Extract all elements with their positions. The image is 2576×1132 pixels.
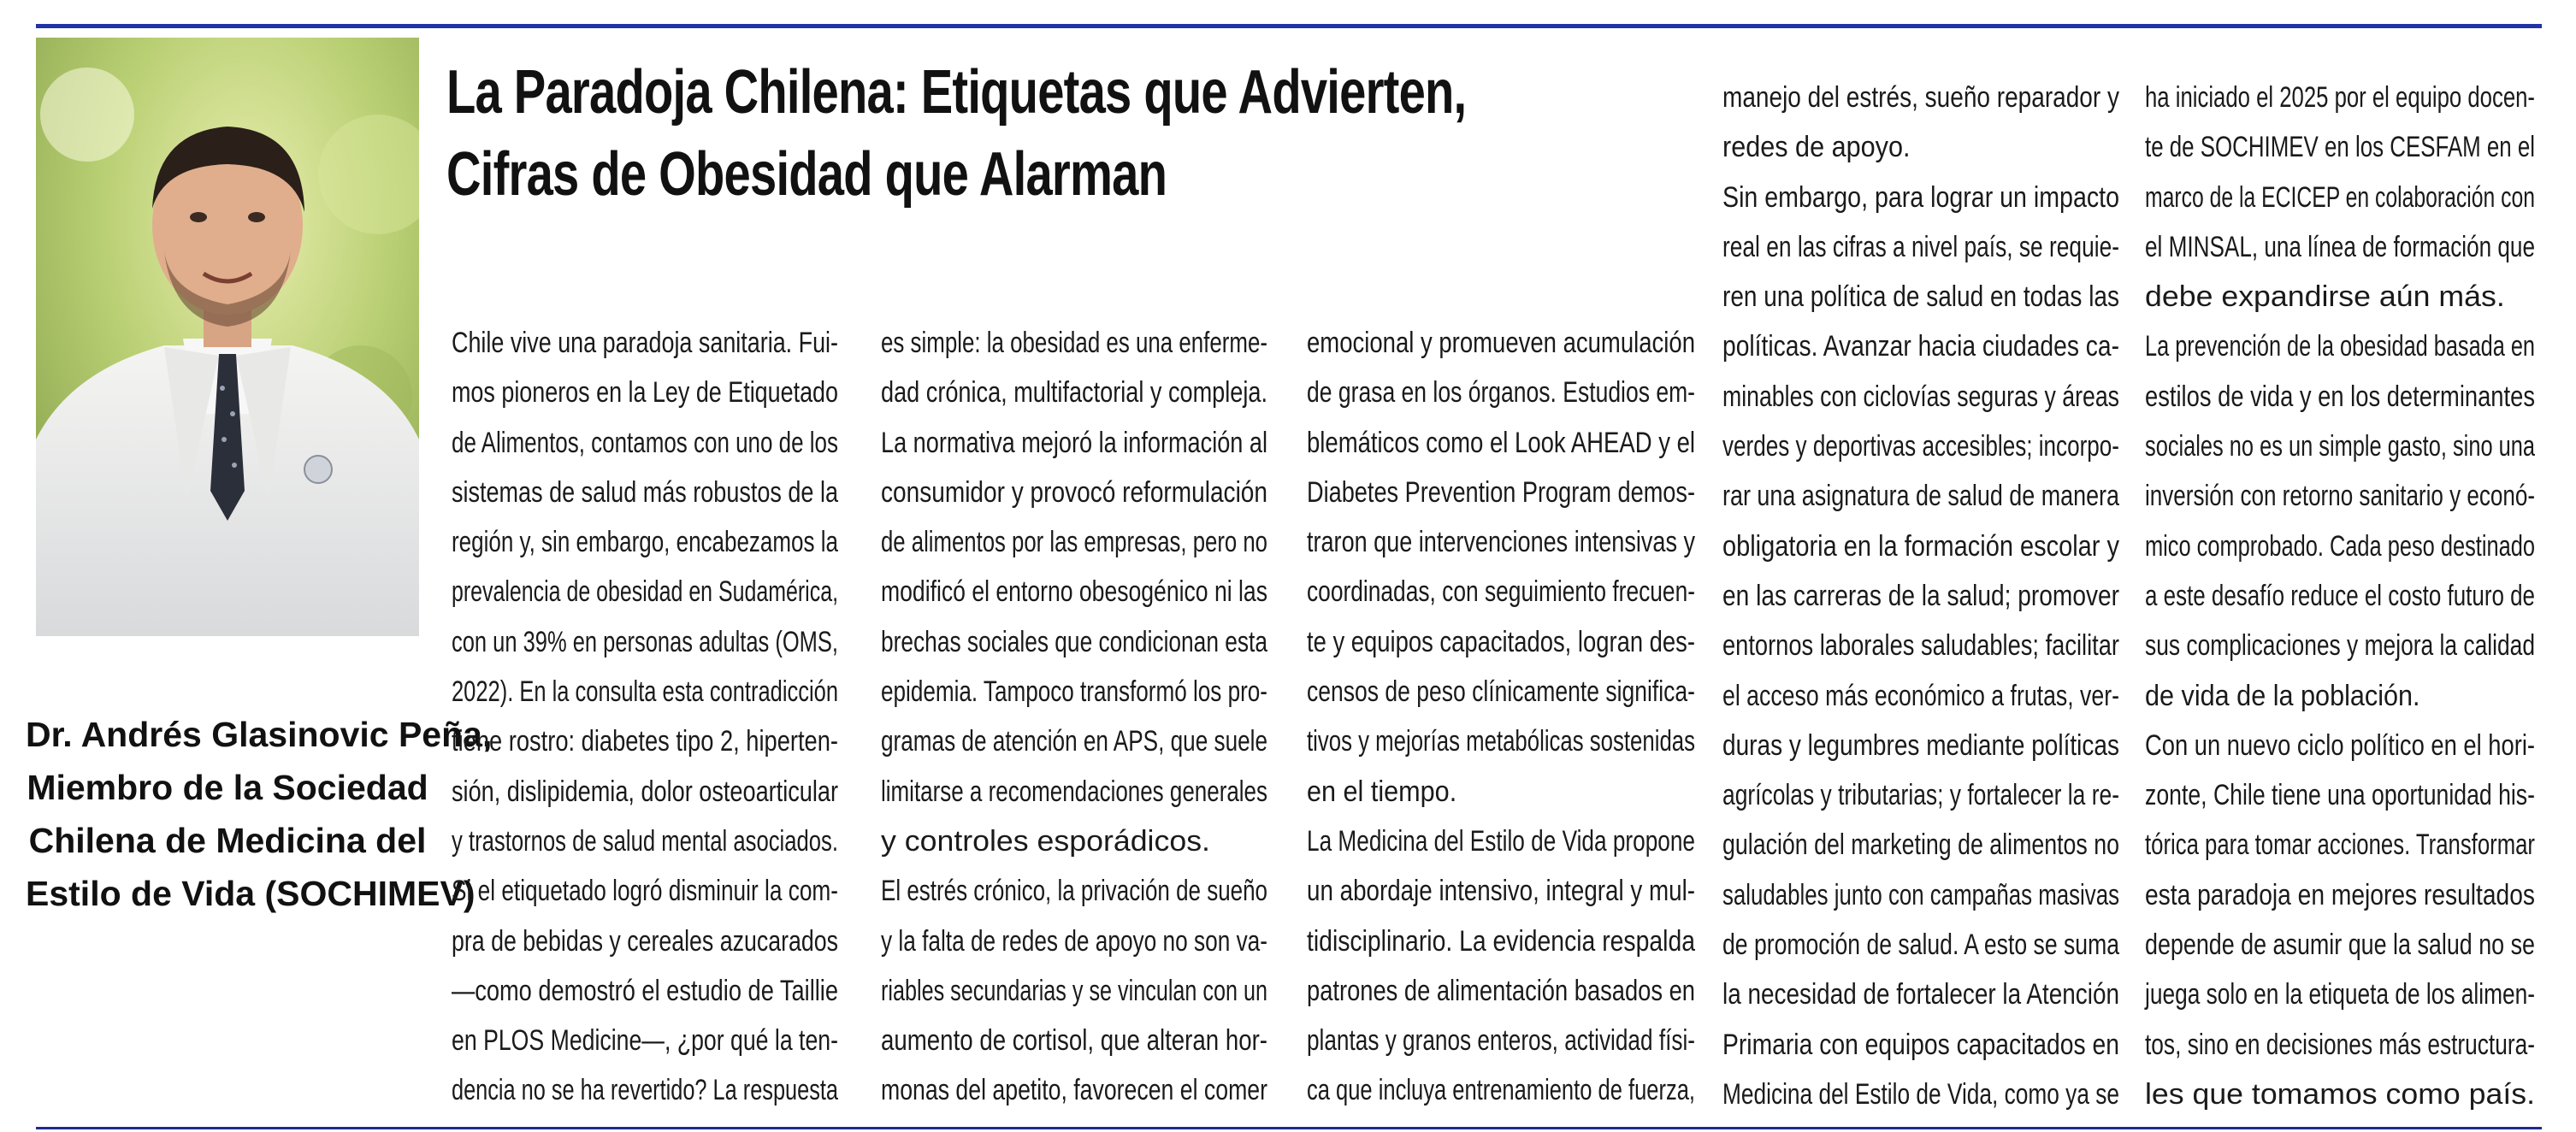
text-column-1 [452, 318, 838, 1116]
body-text-line: aumento de cortisol, que alteran hor- [881, 1024, 1267, 1058]
body-text-line: rar una asignatura de salud de manera [1722, 480, 2119, 513]
body-text-line: marco de la ECICEP en colaboración con [2145, 180, 2535, 214]
author-photo [36, 38, 419, 636]
body-text-line: estilos de vida y en los determinantes [2145, 380, 2535, 413]
body-text-line: verdes y deportivas accesibles; incorpo- [1722, 430, 2119, 463]
body-text-line: brechas sociales que condicionan esta [881, 625, 1267, 658]
text-column-4 [1722, 73, 2119, 1119]
body-text-line: esta paradoja en mejores resultados [2145, 878, 2535, 911]
body-text-line: saludables junto con campañas masivas [1722, 878, 2119, 911]
body-text-line: entornos laborales saludables; facilitar [1722, 629, 2119, 663]
body-text-line: monas del apetito, favorecen el comer [881, 1074, 1267, 1107]
body-text-line: obligatoria en la formación escolar y [1722, 529, 2119, 563]
body-text-line: redes de apoyo. [1722, 131, 1911, 164]
body-text-line: censos de peso clínicamente significa- [1307, 675, 1695, 709]
body-text-line: plantas y granos enteros, actividad físi- [1307, 1024, 1695, 1058]
body-text-line: y controles esporádicos. [881, 824, 1210, 858]
title-line: Cifras de Obesidad que Alarman [446, 140, 1167, 209]
body-text-line: duras y legumbres mediante políticas [1722, 728, 2119, 762]
body-text-line: —como demostró el estudio de Taillie [452, 974, 838, 1007]
body-text-line: limitarse a recomendaciones generales [881, 775, 1267, 808]
body-text-line: tórica para tomar acciones. Transformar [2145, 828, 2535, 862]
body-text-line: modificó el entorno obesogénico ni las [881, 575, 1267, 609]
body-text-line: riables secundarias y se vinculan con un [881, 974, 1267, 1007]
body-text-line: inversión con retorno sanitario y econó- [2145, 480, 2535, 513]
body-text-line: ha iniciado el 2025 por el equipo docen- [2145, 81, 2535, 114]
body-text-line: a este desafío reduce el costo futuro de [2145, 579, 2535, 612]
body-text-line: manejo del estrés, sueño reparador y [1722, 81, 2119, 114]
body-text-line: tos, sino en decisiones más estructura- [2145, 1028, 2535, 1061]
body-text-line: prevalencia de obesidad en Sudamérica, [452, 575, 838, 609]
body-text-line: blemáticos como el Look AHEAD y el [1307, 426, 1695, 459]
body-text-line: ca que incluya entrenamiento de fuerza, [1307, 1074, 1695, 1107]
body-text-line: emocional y promueven acumulación [1307, 327, 1695, 359]
body-text-line: El estrés crónico, la privación de sueño [881, 875, 1267, 908]
body-text-line: el MINSAL, una línea de formación que [2145, 230, 2535, 263]
body-text-line: ren una política de salud en todas las [1722, 280, 2119, 314]
body-text-line: pra de bebidas y cereales azucarados [452, 924, 838, 958]
body-text-line: sociales no es un simple gasto, sino una [2145, 430, 2535, 463]
body-text-line: con un 39% en personas adultas (OMS, [452, 625, 838, 658]
body-text-line: es simple: la obesidad es una enferme- [881, 327, 1267, 359]
article-title [446, 51, 1467, 215]
caption-line: Chilena de Medicina del [28, 821, 427, 860]
body-text-line: Con un nuevo ciclo político en el hori- [2145, 728, 2535, 762]
body-text-line: coordinadas, con seguimiento frecuen- [1307, 575, 1695, 609]
body-text-line: mos pioneros en la Ley de Etiquetado [452, 376, 838, 410]
body-text-line: gulación del marketing de alimentos no [1722, 828, 2119, 862]
body-text-line: políticas. Avanzar hacia ciudades ca- [1722, 330, 2119, 363]
body-text-line: el acceso más económico a frutas, ver- [1722, 679, 2119, 712]
caption-line: Estilo de Vida (SOCHIMEV) [26, 874, 476, 913]
body-text-line: tidisciplinario. La evidencia respalda [1307, 924, 1695, 958]
body-text-line: en PLOS Medicine—, ¿por qué la ten- [452, 1024, 838, 1058]
body-text-line: sus complicaciones y mejora la calidad [2145, 629, 2535, 663]
body-text-line: consumidor y provocó reformulación [881, 475, 1267, 509]
body-text-line: juega solo en la etiqueta de los alimen- [2145, 978, 2535, 1011]
body-text-line: de alimentos por las empresas, pero no [881, 526, 1267, 559]
body-text-line: sistemas de salud más robustos de la [452, 475, 838, 509]
body-text-line: depende de asumir que la salud no se [2145, 929, 2535, 962]
body-text-line: La prevención de la obesidad basada en [2145, 330, 2535, 363]
body-text-line: en el tiempo. [1307, 775, 1457, 808]
body-text-line: y la falta de redes de apoyo no son va- [881, 924, 1267, 958]
body-text-line: te de SOCHIMEV en los CESFAM en el [2145, 131, 2535, 164]
top-rule [36, 24, 2542, 28]
body-text-line: traron que intervenciones intensivas y [1307, 526, 1695, 559]
caption-line: Miembro de la Sociedad [27, 768, 428, 807]
body-text-line: de Alimentos, contamos con uno de los [452, 426, 838, 459]
bottom-rule [36, 1127, 2542, 1129]
body-text-line: 2022). En la consulta esta contradicción [452, 675, 838, 709]
body-text-line: región y, sin embargo, encabezamos la [452, 526, 838, 559]
body-text-line: la necesidad de fortalecer la Atención [1722, 978, 2119, 1011]
body-text-line: debe expandirse aún más. [2145, 280, 2505, 314]
caption-line: Dr. Andrés Glasinovic Peña, [26, 715, 493, 754]
body-text-line: La normativa mejoró la información al [881, 426, 1267, 459]
body-text-line: minables con ciclovías seguras y áreas [1722, 380, 2119, 413]
title-line: La Paradoja Chilena: Etiquetas que Advierten, [446, 58, 1467, 127]
author-caption [26, 708, 493, 920]
text-column-3 [1307, 318, 1695, 1116]
body-text-line: tiene rostro: diabetes tipo 2, hiperten- [452, 725, 838, 758]
body-text-line: de grasa en los órganos. Estudios em- [1307, 376, 1695, 410]
body-text-line: un abordaje intensivo, integral y mul- [1307, 875, 1695, 908]
body-text-line: Si el etiquetado logró disminuir la com- [452, 875, 838, 908]
body-text-line: sión, dislipidemia, dolor osteoarticular [452, 775, 838, 808]
body-text-line: Sin embargo, para lograr un impacto [1722, 180, 2119, 214]
body-text-line: zonte, Chile tiene una oportunidad his- [2145, 779, 2535, 812]
body-text-line: dad crónica, multifactorial y compleja. [881, 376, 1267, 410]
body-text-line: gramas de atención en APS, que suele [881, 725, 1267, 758]
body-text-line: epidemia. Tampoco transformó los pro- [881, 675, 1267, 709]
body-text-line: de promoción de salud. A esto se suma [1722, 929, 2119, 962]
text-column-5 [2145, 73, 2535, 1119]
body-text-line: agrícolas y tributarias; y fortalecer la re- [1722, 779, 2119, 812]
body-text-line: mico comprobado. Cada peso destinado [2145, 529, 2535, 563]
body-text-line: dencia no se ha revertido? La respuesta [452, 1074, 838, 1107]
body-text-line: La Medicina del Estilo de Vida propone [1307, 824, 1695, 858]
body-text-line: Medicina del Estilo de Vida, como ya se [1722, 1077, 2119, 1111]
body-text-line: Diabetes Prevention Program demos- [1307, 475, 1695, 509]
body-text-line: Chile vive una paradoja sanitaria. Fui- [452, 327, 838, 359]
body-text-line: de vida de la población. [2145, 679, 2420, 712]
body-text-line: te y equipos capacitados, logran des- [1307, 625, 1695, 658]
body-text-line: les que tomamos como país. [2145, 1077, 2535, 1111]
body-text-line: patrones de alimentación basados en [1307, 974, 1695, 1007]
body-text-line: en las carreras de la salud; promover [1722, 579, 2119, 612]
text-column-2 [881, 318, 1267, 1116]
body-text-line: y trastornos de salud mental asociados. [452, 824, 838, 858]
body-text-line: tivos y mejorías metabólicas sostenidas [1307, 725, 1695, 758]
body-text-line: real en las cifras a nivel país, se requie- [1722, 230, 2119, 263]
body-text-line: Primaria con equipos capacitados en [1722, 1028, 2119, 1061]
